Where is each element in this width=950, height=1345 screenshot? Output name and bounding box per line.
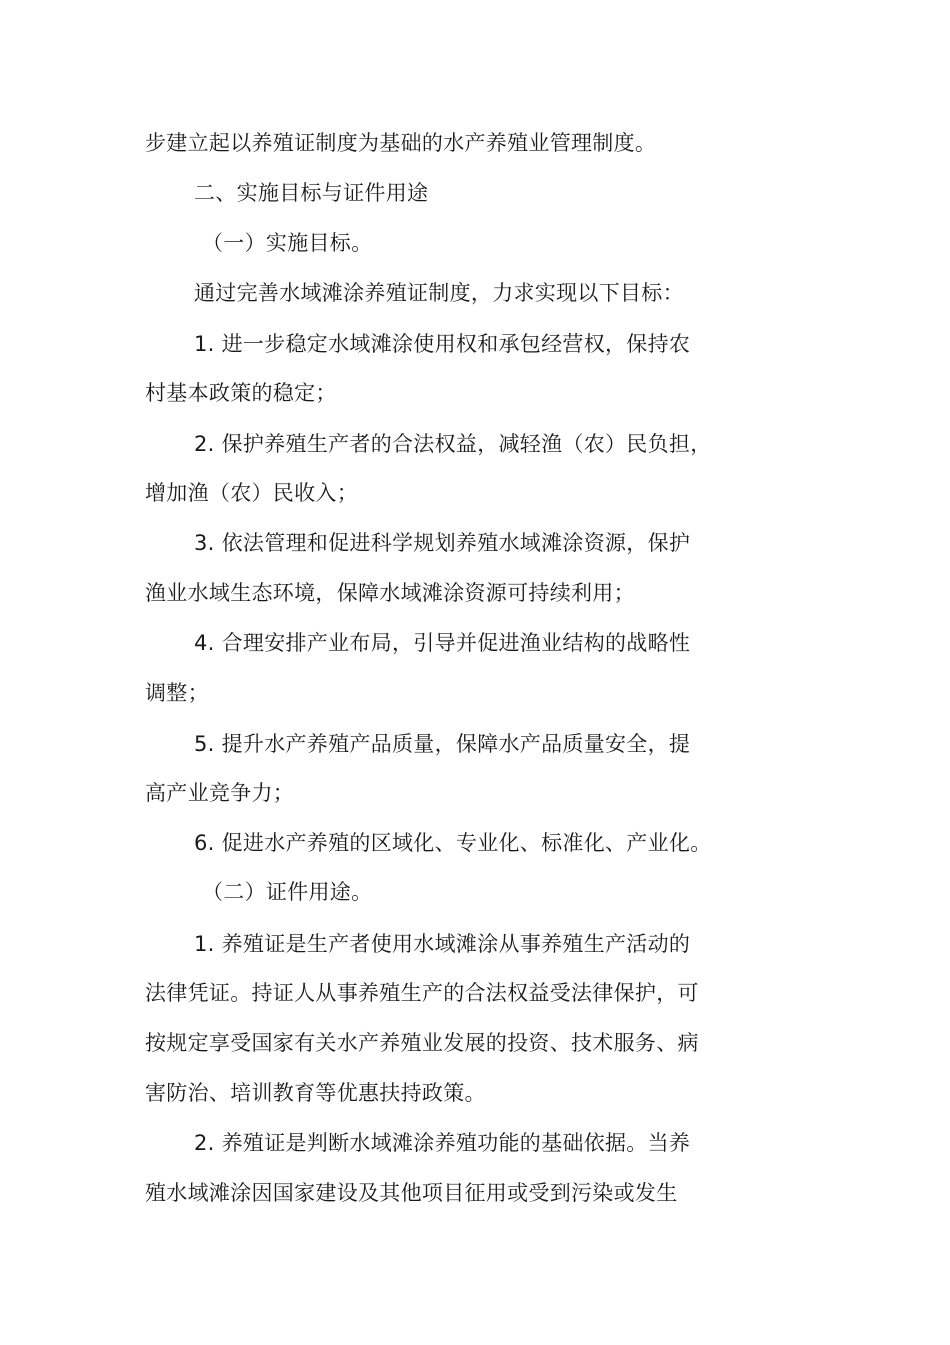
list-item-2-line-1: 2. 保护养殖生产者的合法权益，减轻渔（农）民负担， [194, 432, 712, 456]
list-item-4-line-1: 4. 合理安排产业布局，引导并促进渔业结构的战略性 [194, 631, 691, 655]
usage-item-2-line-2: 殖水域滩涂因国家建设及其他项目征用或受到污染或发生 [145, 1181, 678, 1205]
usage-item-1-line-3: 按规定享受国家有关水产养殖业发展的投资、技术服务、病 [145, 1031, 699, 1055]
usage-item-1-line-2: 法律凭证。持证人从事养殖生产的合法权益受法律保护，可 [145, 981, 699, 1005]
list-item-3-line-2: 渔业水域生态环境，保障水域滩涂资源可持续利用； [145, 581, 635, 605]
subsection-heading: （一）实施目标。 [202, 231, 373, 255]
subsection-heading: （二）证件用途。 [202, 880, 373, 904]
list-item-4-line-2: 调整； [145, 681, 209, 705]
section-heading: 二、实施目标与证件用途 [194, 181, 429, 205]
list-item-6: 6. 促进水产养殖的区域化、专业化、标准化、产业化。 [194, 831, 712, 855]
paragraph-continuation-line: 步建立起以养殖证制度为基础的水产养殖业管理制度。 [145, 131, 657, 155]
list-item-5-line-2: 高产业竞争力； [145, 781, 295, 805]
usage-item-1-line-4: 害防治、培训教育等优惠扶持政策。 [145, 1081, 486, 1105]
list-item-3-line-1: 3. 依法管理和促进科学规划养殖水域滩涂资源，保护 [194, 531, 691, 555]
list-item-2-line-2: 增加渔（农）民收入； [145, 481, 358, 505]
usage-item-1-line-1: 1. 养殖证是生产者使用水域滩涂从事养殖生产活动的 [194, 932, 691, 956]
paragraph-intro: 通过完善水域滩涂养殖证制度，力求实现以下目标： [194, 281, 684, 305]
usage-item-2-line-1: 2. 养殖证是判断水域滩涂养殖功能的基础依据。当养 [194, 1131, 691, 1155]
list-item-5-line-1: 5. 提升水产养殖产品质量，保障水产品质量安全，提 [194, 732, 691, 756]
list-item-1-line-2: 村基本政策的稳定； [145, 381, 337, 405]
list-item-1-line-1: 1. 进一步稳定水域滩涂使用权和承包经营权，保持农 [194, 332, 691, 356]
